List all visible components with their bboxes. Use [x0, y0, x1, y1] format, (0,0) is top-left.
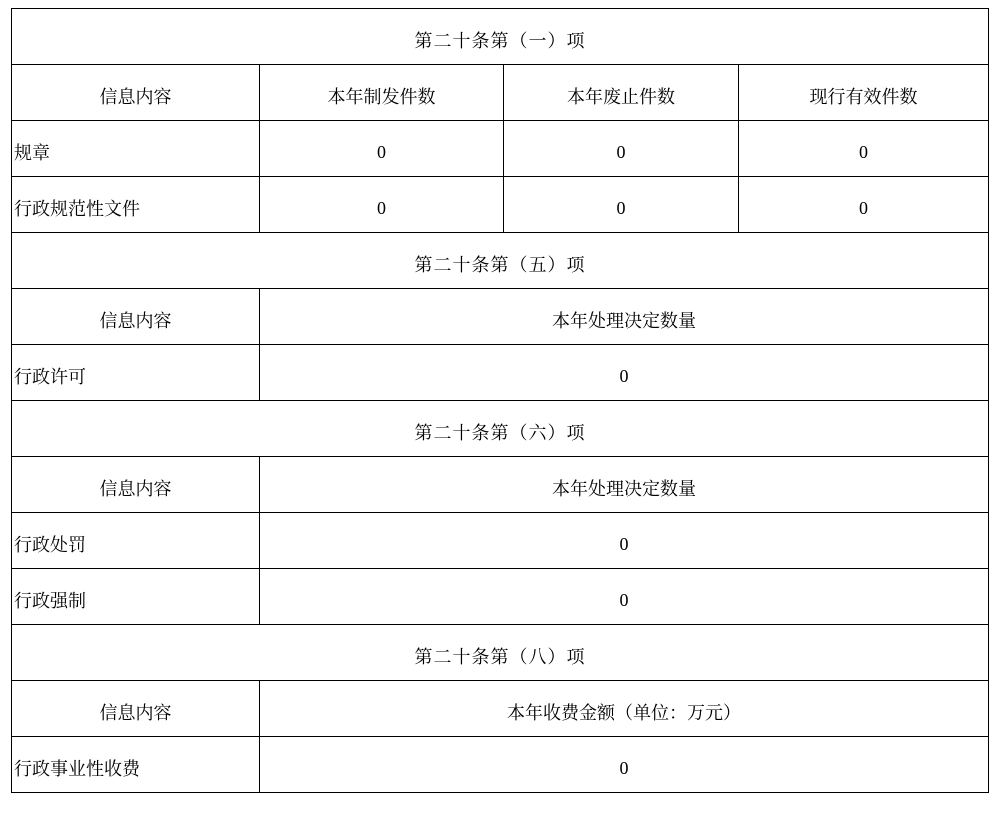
section4-column-header: 本年收费金额（单位：万元） [260, 681, 989, 737]
section1-column-header: 本年制发件数 [260, 65, 504, 121]
section4-title: 第二十条第（八）项 [12, 625, 989, 681]
table-row [12, 177, 989, 233]
section2-column-header: 信息内容 [12, 289, 260, 345]
table-row [12, 345, 989, 401]
section4-title-row [12, 625, 989, 681]
table-row [12, 513, 989, 569]
section3-title: 第二十条第（六）项 [12, 401, 989, 457]
section4-column-header: 信息内容 [12, 681, 260, 737]
table-row [12, 737, 989, 793]
section1-title: 第二十条第（一）项 [12, 9, 989, 65]
section1-title-row [12, 9, 989, 65]
cell-value: 0 [260, 569, 989, 625]
cell-value: 0 [260, 737, 989, 793]
row-label: 行政处罚 [12, 513, 260, 569]
section3-header-row [12, 457, 989, 513]
section4-header-row [12, 681, 989, 737]
section2-header-row [12, 289, 989, 345]
annual-report-table [11, 8, 989, 793]
section1-column-header: 现行有效件数 [739, 65, 989, 121]
cell-value: 0 [739, 177, 989, 233]
cell-value: 0 [260, 121, 504, 177]
section1-header-row [12, 65, 989, 121]
section2-column-header: 本年处理决定数量 [260, 289, 989, 345]
cell-value: 0 [260, 345, 989, 401]
section3-column-header: 本年处理决定数量 [260, 457, 989, 513]
section1-column-header: 本年废止件数 [504, 65, 739, 121]
cell-value: 0 [260, 513, 989, 569]
row-label: 行政许可 [12, 345, 260, 401]
section1-column-header: 信息内容 [12, 65, 260, 121]
row-label: 行政强制 [12, 569, 260, 625]
cell-value: 0 [739, 121, 989, 177]
row-label: 行政事业性收费 [12, 737, 260, 793]
row-label: 规章 [12, 121, 260, 177]
section2-title: 第二十条第（五）项 [12, 233, 989, 289]
section3-column-header: 信息内容 [12, 457, 260, 513]
table-row [12, 121, 989, 177]
section2-title-row [12, 233, 989, 289]
cell-value: 0 [260, 177, 504, 233]
table-row [12, 569, 989, 625]
section3-title-row [12, 401, 989, 457]
cell-value: 0 [504, 121, 739, 177]
cell-value: 0 [504, 177, 739, 233]
row-label: 行政规范性文件 [12, 177, 260, 233]
